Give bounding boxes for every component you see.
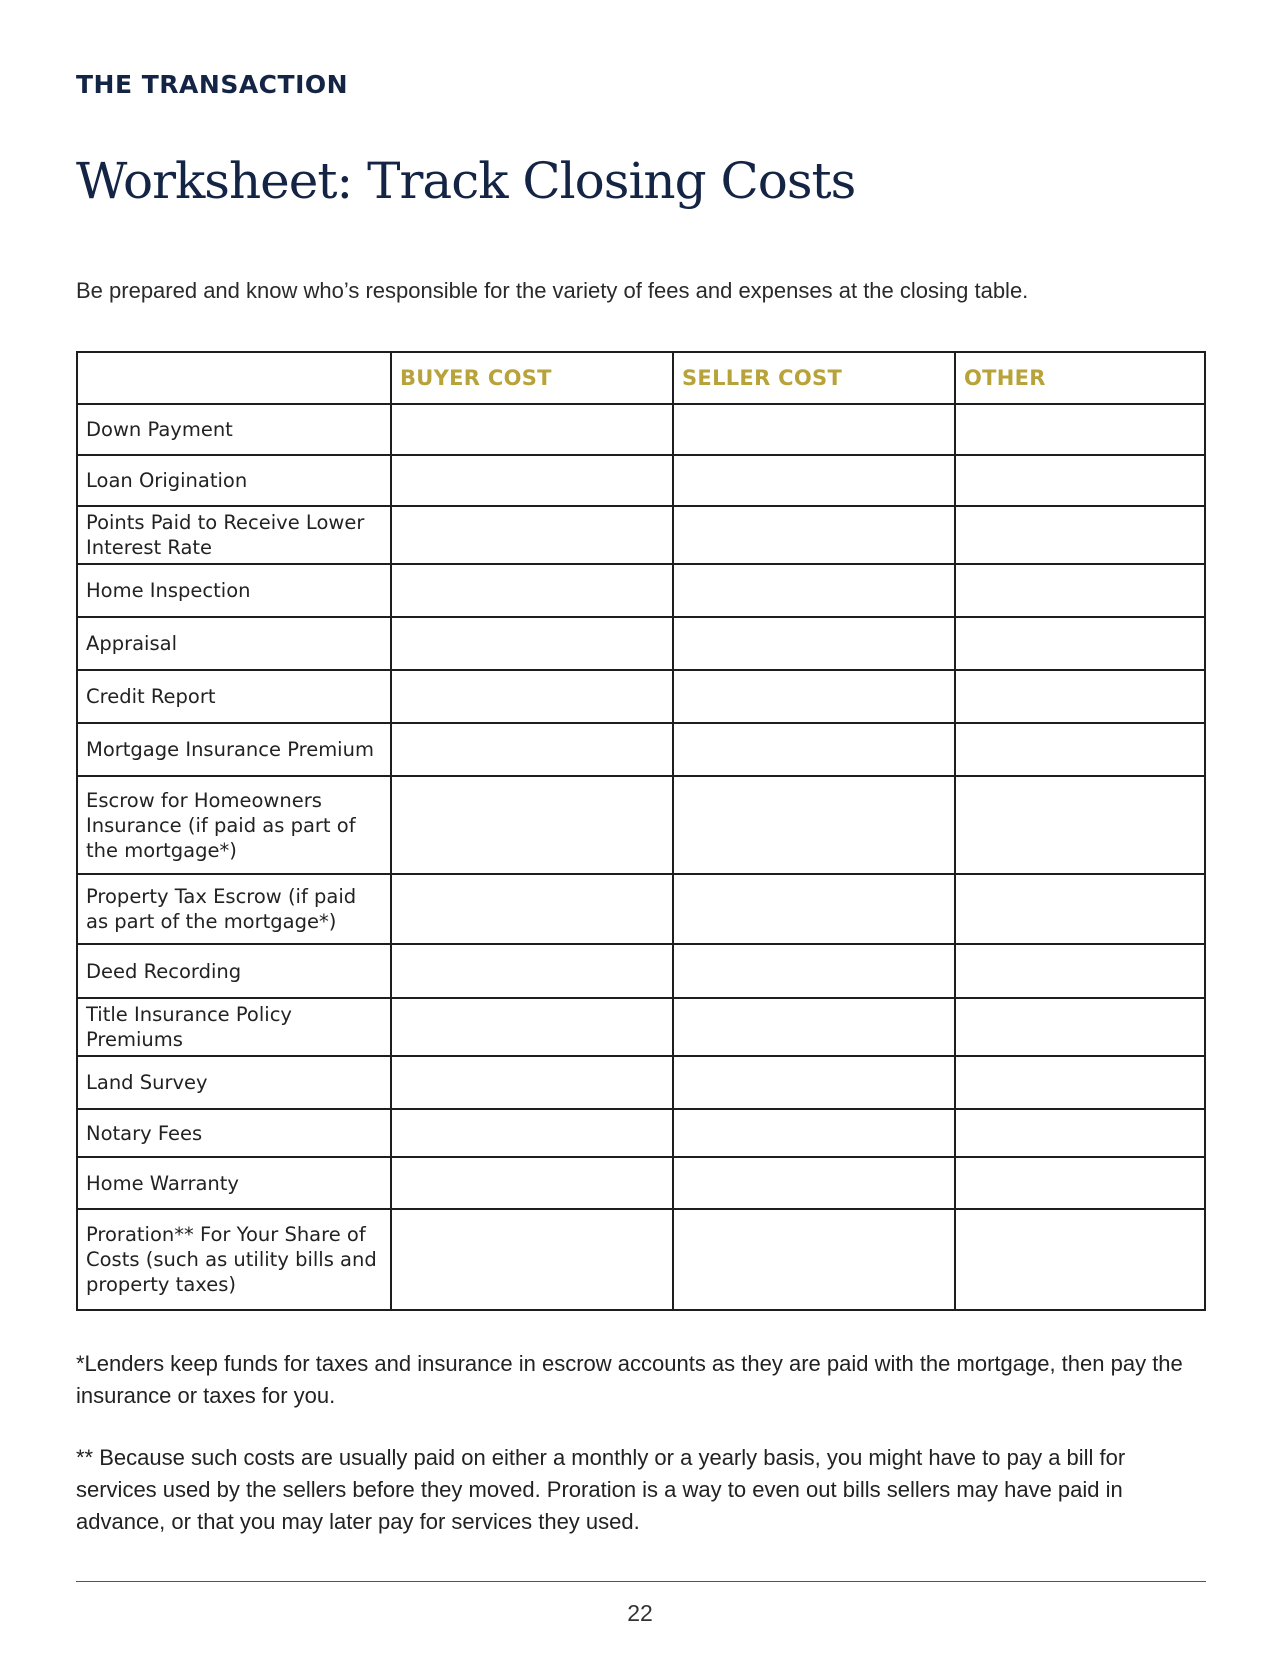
other-cost-cell[interactable] [955,455,1205,506]
buyer-cost-cell[interactable] [391,723,673,776]
seller-cost-cell[interactable] [673,998,955,1056]
table-row [77,1157,1205,1209]
header-cell-item [77,352,391,404]
seller-cost-cell[interactable] [673,506,955,564]
table-row [77,723,1205,776]
row-label: Deed Recording [77,944,391,998]
seller-cost-cell[interactable] [673,455,955,506]
header-cell-other: OTHER [955,352,1205,404]
table-row [77,404,1205,455]
row-label: Property Tax Escrow (if paid as part of the mortgage*) [77,874,391,944]
header-cell-seller-cost: SELLER COST [673,352,955,404]
table-row [77,670,1205,723]
table-row [77,1109,1205,1157]
row-label: Home Warranty [77,1157,391,1209]
escrow-footnote: *Lenders keep funds for taxes and insurance in escrow accounts as they are paid with the mortgage, then pay the insurance or taxes for you. [76,1351,1183,1408]
page-title: Worksheet: Track Closing Costs [76,152,856,210]
section-label: THE TRANSACTION [76,70,349,99]
buyer-cost-cell[interactable] [391,998,673,1056]
seller-cost-cell[interactable] [673,723,955,776]
other-cost-cell[interactable] [955,617,1205,670]
row-label: Title Insurance Policy Premiums [77,998,391,1056]
other-cost-cell[interactable] [955,404,1205,455]
table-row [77,944,1205,998]
buyer-cost-cell[interactable] [391,1109,673,1157]
other-cost-cell[interactable] [955,506,1205,564]
seller-cost-cell[interactable] [673,617,955,670]
seller-cost-cell[interactable] [673,564,955,617]
table-row [77,455,1205,506]
table-row [77,617,1205,670]
row-label: Appraisal [77,617,391,670]
table-row [77,506,1205,564]
seller-cost-cell[interactable] [673,776,955,874]
seller-cost-cell[interactable] [673,944,955,998]
table-row [77,776,1205,874]
closing-costs-table [76,351,1206,1311]
table-header-row [77,352,1205,404]
buyer-cost-cell[interactable] [391,944,673,998]
buyer-cost-cell[interactable] [391,564,673,617]
row-label: Escrow for Homeowners Insurance (if paid as part of the mortgage*) [77,776,391,874]
buyer-cost-cell[interactable] [391,776,673,874]
other-cost-cell[interactable] [955,564,1205,617]
page-number: 22 [627,1600,653,1626]
buyer-cost-cell[interactable] [391,874,673,944]
other-cost-cell[interactable] [955,944,1205,998]
table-row [77,1209,1205,1310]
footer-divider [76,1581,1206,1582]
other-cost-cell[interactable] [955,1109,1205,1157]
table-row [77,874,1205,944]
row-label: Notary Fees [77,1109,391,1157]
other-cost-cell[interactable] [955,1056,1205,1109]
other-cost-cell[interactable] [955,670,1205,723]
row-label: Down Payment [77,404,391,455]
row-label: Loan Origination [77,455,391,506]
buyer-cost-cell[interactable] [391,670,673,723]
table-row [77,1056,1205,1109]
row-label: Credit Report [77,670,391,723]
buyer-cost-cell[interactable] [391,1056,673,1109]
buyer-cost-cell[interactable] [391,404,673,455]
other-cost-cell[interactable] [955,1209,1205,1310]
row-label: Home Inspection [77,564,391,617]
other-cost-cell[interactable] [955,776,1205,874]
seller-cost-cell[interactable] [673,874,955,944]
buyer-cost-cell[interactable] [391,455,673,506]
other-cost-cell[interactable] [955,1157,1205,1209]
row-label: Proration** For Your Share of Costs (such as utility bills and property taxes) [77,1209,391,1310]
buyer-cost-cell[interactable] [391,1209,673,1310]
buyer-cost-cell[interactable] [391,1157,673,1209]
table-row [77,564,1205,617]
header-cell-buyer-cost: BUYER COST [391,352,673,404]
row-label: Land Survey [77,1056,391,1109]
other-cost-cell[interactable] [955,998,1205,1056]
buyer-cost-cell[interactable] [391,506,673,564]
seller-cost-cell[interactable] [673,404,955,455]
seller-cost-cell[interactable] [673,1109,955,1157]
row-label: Mortgage Insurance Premium [77,723,391,776]
table-row [77,998,1205,1056]
seller-cost-cell[interactable] [673,1056,955,1109]
other-cost-cell[interactable] [955,874,1205,944]
seller-cost-cell[interactable] [673,1157,955,1209]
row-label: Points Paid to Receive Lower Interest Rate [77,506,391,564]
buyer-cost-cell[interactable] [391,617,673,670]
seller-cost-cell[interactable] [673,1209,955,1310]
seller-cost-cell[interactable] [673,670,955,723]
proration-footnote: ** Because such costs are usually paid on either a monthly or a yearly basis, you might have to pay a bill for services used by the sellers before they moved. Proration is a way to even out bills sellers may have paid in advance, or that you may later pay for services they used. [76,1445,1126,1534]
other-cost-cell[interactable] [955,723,1205,776]
intro-text: Be prepared and know who’s responsible for the variety of fees and expenses at the closing table. [76,278,1029,303]
